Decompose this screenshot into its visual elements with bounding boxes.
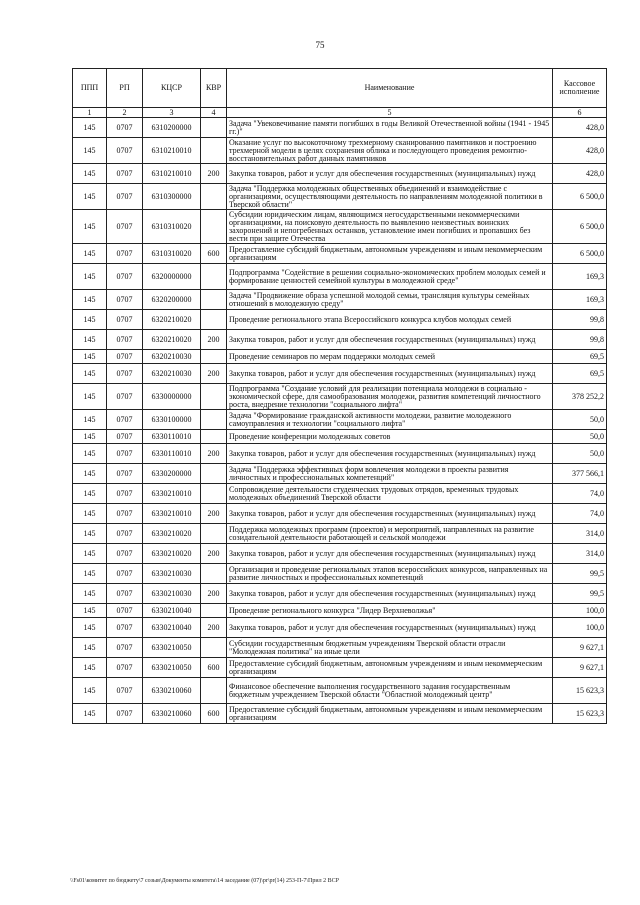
- cell-kcsr: 6330210040: [143, 604, 201, 618]
- cell-rp: 0707: [107, 524, 143, 544]
- cell-amount: 99,8: [553, 330, 607, 350]
- index-cell: 5: [227, 108, 553, 118]
- cell-name: Предоставление субсидий бюджетным, автономным учреждениям и иным некоммерческим организациям: [227, 704, 553, 724]
- cell-kvr: [201, 464, 227, 484]
- cell-rp: 0707: [107, 504, 143, 524]
- cell-amount: 314,0: [553, 544, 607, 564]
- cell-name: Закупка товаров, работ и услуг для обеспечения государственных (муниципальных) нужд: [227, 504, 553, 524]
- cell-ppp: 145: [73, 658, 107, 678]
- cell-kvr: [201, 138, 227, 164]
- cell-kcsr: 6320200000: [143, 290, 201, 310]
- cell-ppp: 145: [73, 118, 107, 138]
- header-rp: РП: [107, 69, 143, 108]
- table-row: [73, 484, 607, 504]
- cell-name: Финансовое обеспечение выполнения государственного задания государственным бюджетным учреждением Тверской области "Областной молодежный центр": [227, 678, 553, 704]
- cell-kcsr: 6330210030: [143, 564, 201, 584]
- cell-ppp: 145: [73, 430, 107, 444]
- cell-kvr: [201, 290, 227, 310]
- cell-name: Закупка товаров, работ и услуг для обеспечения государственных (муниципальных) нужд: [227, 364, 553, 384]
- cell-kvr: [201, 524, 227, 544]
- cell-rp: 0707: [107, 704, 143, 724]
- table-row: [73, 290, 607, 310]
- cell-kvr: 200: [201, 584, 227, 604]
- cell-name: Закупка товаров, работ и услуг для обеспечения государственных (муниципальных) нужд: [227, 584, 553, 604]
- cell-amount: 100,0: [553, 618, 607, 638]
- header-ppp: ППП: [73, 69, 107, 108]
- cell-ppp: 145: [73, 544, 107, 564]
- cell-kcsr: 6330210050: [143, 658, 201, 678]
- cell-amount: 50,0: [553, 410, 607, 430]
- cell-kcsr: 6330000000: [143, 384, 201, 410]
- cell-rp: 0707: [107, 164, 143, 184]
- cell-ppp: 145: [73, 184, 107, 210]
- cell-kcsr: 6310310020: [143, 244, 201, 264]
- cell-amount: 9 627,1: [553, 638, 607, 658]
- cell-name: Задача "Увековечивание памяти погибших в годы Великой Отечественной войны (1941 - 1945 гг.)": [227, 118, 553, 138]
- table-row: [73, 310, 607, 330]
- cell-amount: 69,5: [553, 350, 607, 364]
- index-cell: 6: [553, 108, 607, 118]
- cell-rp: 0707: [107, 464, 143, 484]
- cell-rp: 0707: [107, 410, 143, 430]
- table-row: [73, 658, 607, 678]
- cell-kvr: 200: [201, 164, 227, 184]
- cell-rp: 0707: [107, 384, 143, 410]
- table-row: [73, 330, 607, 350]
- cell-kcsr: 6310200000: [143, 118, 201, 138]
- cell-kcsr: 6330210020: [143, 524, 201, 544]
- table-row: [73, 604, 607, 618]
- cell-amount: 15 623,3: [553, 704, 607, 724]
- cell-name: Предоставление субсидий бюджетным, автономным учреждениям и иным некоммерческим организациям: [227, 658, 553, 678]
- column-index-row: [73, 108, 607, 118]
- cell-kvr: [201, 384, 227, 410]
- cell-kvr: [201, 484, 227, 504]
- cell-name: Предоставление субсидий бюджетным, автономным учреждениям и иным некоммерческим организациям: [227, 244, 553, 264]
- cell-kvr: [201, 184, 227, 210]
- cell-kcsr: 6310210010: [143, 138, 201, 164]
- cell-amount: 74,0: [553, 484, 607, 504]
- cell-kvr: 200: [201, 544, 227, 564]
- index-cell: 1: [73, 108, 107, 118]
- cell-ppp: 145: [73, 410, 107, 430]
- cell-name: Закупка товаров, работ и услуг для обеспечения государственных (муниципальных) нужд: [227, 164, 553, 184]
- table-row: [73, 524, 607, 544]
- cell-rp: 0707: [107, 678, 143, 704]
- cell-kcsr: 6320000000: [143, 264, 201, 290]
- cell-rp: 0707: [107, 638, 143, 658]
- cell-ppp: 145: [73, 384, 107, 410]
- cell-ppp: 145: [73, 138, 107, 164]
- cell-ppp: 145: [73, 504, 107, 524]
- file-path-footer: \\Fs01\комитет по бюджету\7 созыв\Документы комитета\14 заседание (07)\pr\pr(14) 253-П-7\Прил 2 ВСР: [70, 878, 339, 884]
- cell-rp: 0707: [107, 118, 143, 138]
- table-row: [73, 704, 607, 724]
- cell-rp: 0707: [107, 618, 143, 638]
- cell-amount: 100,0: [553, 604, 607, 618]
- cell-ppp: 145: [73, 244, 107, 264]
- header-kcsr: КЦСР: [143, 69, 201, 108]
- cell-name: Задача "Продвижение образа успешной молодой семьи, трансляция культуры семейных отношений в молодежную среду": [227, 290, 553, 310]
- cell-amount: 314,0: [553, 524, 607, 544]
- table-row: [73, 638, 607, 658]
- cell-kvr: [201, 410, 227, 430]
- cell-amount: 69,5: [553, 364, 607, 384]
- cell-amount: 6 500,0: [553, 184, 607, 210]
- cell-amount: 99,8: [553, 310, 607, 330]
- cell-rp: 0707: [107, 210, 143, 244]
- cell-kcsr: 6330110010: [143, 430, 201, 444]
- cell-rp: 0707: [107, 138, 143, 164]
- cell-kcsr: 6330210060: [143, 704, 201, 724]
- cell-kvr: 600: [201, 244, 227, 264]
- table-row: [73, 618, 607, 638]
- cell-rp: 0707: [107, 330, 143, 350]
- cell-amount: 428,0: [553, 118, 607, 138]
- table-row: [73, 164, 607, 184]
- table-row: [73, 184, 607, 210]
- cell-amount: 169,3: [553, 264, 607, 290]
- header-amount: Кассовое исполнение: [553, 69, 607, 108]
- cell-amount: 99,5: [553, 564, 607, 584]
- cell-ppp: 145: [73, 464, 107, 484]
- cell-name: Закупка товаров, работ и услуг для обеспечения государственных (муниципальных) нужд: [227, 544, 553, 564]
- cell-rp: 0707: [107, 584, 143, 604]
- cell-name: Субсидии юридическим лицам, являющимся негосударственными некоммерческими организациями, на поисковую деятельность по выявлению неизвестных воинских захоронений и непогребенных останков, установление имен погибших и пропавших без вести при защите Отечества: [227, 210, 553, 244]
- table-row: [73, 544, 607, 564]
- cell-kvr: [201, 118, 227, 138]
- cell-name: Задача "Поддержка эффективных форм вовлечения молодежи в проекты развития личностных и профессиональных компетенций": [227, 464, 553, 484]
- cell-name: Подпрограмма "Создание условий для реализации потенциала молодежи в социально - экономической сфере, для самообразования молодежи, развития компетенций личностного роста, внедрение технологии "социального лифта": [227, 384, 553, 410]
- cell-rp: 0707: [107, 430, 143, 444]
- cell-rp: 0707: [107, 264, 143, 290]
- cell-kvr: 200: [201, 330, 227, 350]
- cell-amount: 428,0: [553, 138, 607, 164]
- index-cell: 4: [201, 108, 227, 118]
- cell-kcsr: 6310300000: [143, 184, 201, 210]
- cell-rp: 0707: [107, 484, 143, 504]
- cell-name: Подпрограмма "Содействие в решении социально-экономических проблем молодых семей и формирование ценностей семейной культуры в молодежной среде": [227, 264, 553, 290]
- table-row: [73, 430, 607, 444]
- cell-ppp: 145: [73, 164, 107, 184]
- cell-kvr: [201, 678, 227, 704]
- cell-name: Закупка товаров, работ и услуг для обеспечения государственных (муниципальных) нужд: [227, 618, 553, 638]
- cell-rp: 0707: [107, 604, 143, 618]
- cell-rp: 0707: [107, 184, 143, 210]
- cell-kcsr: 6330110010: [143, 444, 201, 464]
- cell-kcsr: 6330200000: [143, 464, 201, 484]
- cell-name: Проведение регионального конкурса "Лидер Верхневолжья": [227, 604, 553, 618]
- cell-ppp: 145: [73, 564, 107, 584]
- table-row: [73, 584, 607, 604]
- cell-ppp: 145: [73, 364, 107, 384]
- cell-ppp: 145: [73, 704, 107, 724]
- cell-ppp: 145: [73, 678, 107, 704]
- table-row: [73, 118, 607, 138]
- table-row: [73, 678, 607, 704]
- cell-kcsr: 6330100000: [143, 410, 201, 430]
- cell-kvr: [201, 638, 227, 658]
- cell-kcsr: 6310310020: [143, 210, 201, 244]
- cell-kvr: 600: [201, 704, 227, 724]
- cell-ppp: 145: [73, 638, 107, 658]
- cell-kvr: [201, 604, 227, 618]
- page-number: 75: [315, 40, 325, 50]
- budget-table: [72, 68, 607, 724]
- cell-ppp: 145: [73, 310, 107, 330]
- cell-ppp: 145: [73, 484, 107, 504]
- cell-kcsr: 6320210020: [143, 310, 201, 330]
- cell-amount: 378 252,2: [553, 384, 607, 410]
- cell-name: Организация и проведение региональных этапов всероссийских конкурсов, направленных на развитие личностных и профессиональных компетенций: [227, 564, 553, 584]
- cell-kcsr: 6330210050: [143, 638, 201, 658]
- cell-amount: 428,0: [553, 164, 607, 184]
- cell-ppp: 145: [73, 584, 107, 604]
- table-row: [73, 410, 607, 430]
- cell-amount: 6 500,0: [553, 210, 607, 244]
- table-row: [73, 504, 607, 524]
- cell-kvr: [201, 264, 227, 290]
- index-cell: 3: [143, 108, 201, 118]
- cell-name: Закупка товаров, работ и услуг для обеспечения государственных (муниципальных) нужд: [227, 444, 553, 464]
- header-row: [73, 69, 607, 108]
- table-row: [73, 210, 607, 244]
- cell-name: Проведение регионального этапа Всероссийского конкурса клубов молодых семей: [227, 310, 553, 330]
- cell-kvr: [201, 310, 227, 330]
- cell-ppp: 145: [73, 350, 107, 364]
- cell-kvr: 200: [201, 618, 227, 638]
- cell-amount: 9 627,1: [553, 658, 607, 678]
- cell-kvr: [201, 430, 227, 444]
- cell-ppp: 145: [73, 604, 107, 618]
- cell-rp: 0707: [107, 544, 143, 564]
- cell-ppp: 145: [73, 210, 107, 244]
- cell-amount: 15 623,3: [553, 678, 607, 704]
- cell-name: Закупка товаров, работ и услуг для обеспечения государственных (муниципальных) нужд: [227, 330, 553, 350]
- cell-ppp: 145: [73, 618, 107, 638]
- cell-kvr: 200: [201, 444, 227, 464]
- cell-kcsr: 6330210060: [143, 678, 201, 704]
- index-cell: 2: [107, 108, 143, 118]
- cell-ppp: 145: [73, 290, 107, 310]
- cell-kvr: 200: [201, 504, 227, 524]
- cell-rp: 0707: [107, 658, 143, 678]
- cell-kvr: [201, 210, 227, 244]
- cell-kcsr: 6330210010: [143, 484, 201, 504]
- cell-amount: 169,3: [553, 290, 607, 310]
- cell-amount: 50,0: [553, 444, 607, 464]
- cell-kvr: 200: [201, 364, 227, 384]
- table-row: [73, 138, 607, 164]
- cell-kcsr: 6320210030: [143, 350, 201, 364]
- cell-kcsr: 6310210010: [143, 164, 201, 184]
- table-row: [73, 384, 607, 410]
- cell-kcsr: 6330210030: [143, 584, 201, 604]
- cell-rp: 0707: [107, 244, 143, 264]
- cell-kcsr: 6320210020: [143, 330, 201, 350]
- table-row: [73, 364, 607, 384]
- cell-amount: 74,0: [553, 504, 607, 524]
- cell-name: Оказание услуг по высокоточному трехмерному сканированию памятников и построению трехмерной модели в целях сохранения облика и последующего проведения ремонтно-восстановительных работ данных памятников: [227, 138, 553, 164]
- cell-amount: 6 500,0: [553, 244, 607, 264]
- cell-name: Задача "Формирование гражданской активности молодежи, развитие молодежного самоуправления и технологии "социального лифта": [227, 410, 553, 430]
- table-row: [73, 564, 607, 584]
- cell-amount: 50,0: [553, 430, 607, 444]
- cell-amount: 377 566,1: [553, 464, 607, 484]
- cell-kvr: [201, 564, 227, 584]
- cell-rp: 0707: [107, 310, 143, 330]
- cell-kvr: 600: [201, 658, 227, 678]
- cell-ppp: 145: [73, 330, 107, 350]
- table-row: [73, 444, 607, 464]
- cell-rp: 0707: [107, 564, 143, 584]
- cell-kcsr: 6330210020: [143, 544, 201, 564]
- table-row: [73, 264, 607, 290]
- header-kvr: КВР: [201, 69, 227, 108]
- cell-ppp: 145: [73, 264, 107, 290]
- cell-kvr: [201, 350, 227, 364]
- cell-ppp: 145: [73, 444, 107, 464]
- cell-rp: 0707: [107, 350, 143, 364]
- cell-kcsr: 6330210040: [143, 618, 201, 638]
- cell-name: Проведение семинаров по мерам поддержки молодых семей: [227, 350, 553, 364]
- cell-ppp: 145: [73, 524, 107, 544]
- cell-kcsr: 6330210010: [143, 504, 201, 524]
- cell-kcsr: 6320210030: [143, 364, 201, 384]
- cell-name: Задача "Поддержка молодежных общественных объединений и взаимодействие с организациями, осуществляющими деятельность по направлениям молодежной политики в Тверской области": [227, 184, 553, 210]
- table-row: [73, 350, 607, 364]
- cell-amount: 99,5: [553, 584, 607, 604]
- table-row: [73, 464, 607, 484]
- cell-name: Проведение конференции молодежных советов: [227, 430, 553, 444]
- cell-name: Субсидии государственным бюджетным учреждениям Тверской области отрасли "Молодежная политика" на иные цели: [227, 638, 553, 658]
- cell-rp: 0707: [107, 364, 143, 384]
- cell-name: Сопровождение деятельности студенческих трудовых отрядов, временных трудовых молодежных объединений Тверской области: [227, 484, 553, 504]
- cell-name: Поддержка молодежных программ (проектов) и мероприятий, направленных на развитие созидательной деятельности работающей и сельской молодежи: [227, 524, 553, 544]
- cell-rp: 0707: [107, 444, 143, 464]
- cell-rp: 0707: [107, 290, 143, 310]
- header-name: Наименование: [227, 69, 553, 108]
- table-row: [73, 244, 607, 264]
